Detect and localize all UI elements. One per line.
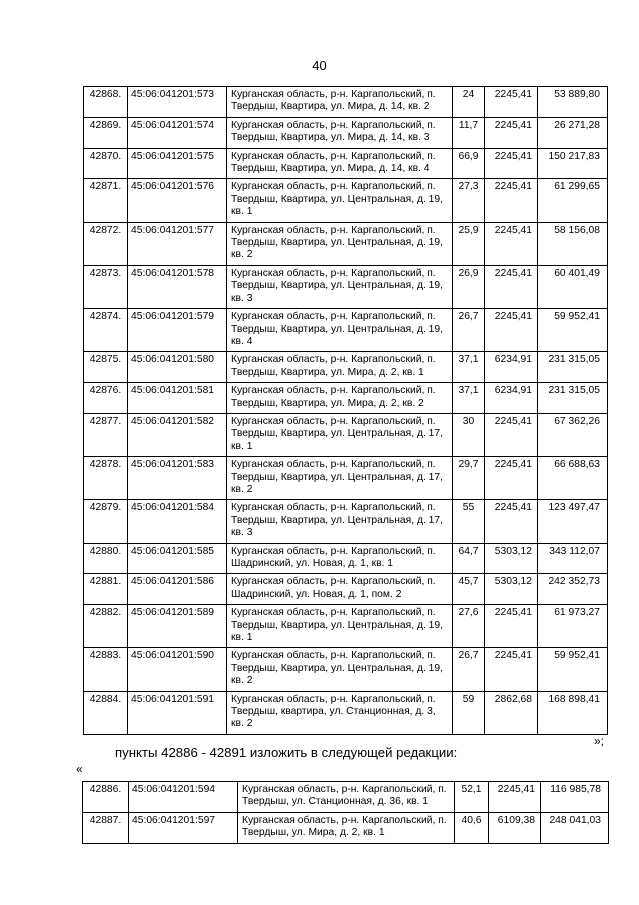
area-cell: 59 xyxy=(453,691,485,734)
table-row xyxy=(84,574,608,605)
row-number-cell: 42886. xyxy=(83,782,129,813)
area-cell: 26,7 xyxy=(453,309,485,352)
row-number-cell: 42881. xyxy=(84,574,128,605)
address-cell: Курганская область, р-н. Каргапольский, п. Твердыш, Квартира, ул. Центральная, д. 17, кв. 3 xyxy=(227,500,453,543)
area-cell: 26,9 xyxy=(453,265,485,308)
table-row xyxy=(84,222,608,265)
cadastral-value-cell: 61 973,27 xyxy=(538,605,608,648)
amended-property-table xyxy=(82,781,609,844)
table-row xyxy=(84,413,608,456)
unit-price-cell: 2245,41 xyxy=(485,457,538,500)
unit-price-cell: 6234,91 xyxy=(485,383,538,414)
row-number-cell: 42878. xyxy=(84,457,128,500)
unit-price-cell: 2245,41 xyxy=(485,500,538,543)
cadastral-value-cell: 53 889,80 xyxy=(538,87,608,118)
table-row xyxy=(84,352,608,383)
row-number-cell: 42870. xyxy=(84,148,128,179)
unit-price-cell: 6234,91 xyxy=(485,352,538,383)
cadastral-value-cell: 248 041,03 xyxy=(541,812,609,843)
table-row xyxy=(84,148,608,179)
table-row xyxy=(84,265,608,308)
address-cell: Курганская область, р-н. Каргапольский, п. Шадринский, ул. Новая, д. 1, пом. 2 xyxy=(227,574,453,605)
cadastral-number-cell: 45:06:041201:582 xyxy=(128,413,227,456)
cadastral-number-cell: 45:06:041201:581 xyxy=(128,383,227,414)
cadastral-value-cell: 242 352,73 xyxy=(538,574,608,605)
cadastral-number-cell: 45:06:041201:589 xyxy=(128,605,227,648)
table-row xyxy=(83,782,609,813)
cadastral-value-cell: 26 271,28 xyxy=(538,117,608,148)
address-cell: Курганская область, р-н. Каргапольский, п. Твердыш, Квартира, ул. Центральная, д. 19, кв. 1 xyxy=(227,179,453,222)
area-cell: 66,9 xyxy=(453,148,485,179)
cadastral-number-cell: 45:06:041201:591 xyxy=(128,691,227,734)
address-cell: Курганская область, р-н. Каргапольский, п. Твердыш, Квартира, ул. Центральная, д. 19, кв. 3 xyxy=(227,265,453,308)
cadastral-value-cell: 231 315,05 xyxy=(538,383,608,414)
table-row xyxy=(84,691,608,734)
unit-price-cell: 2245,41 xyxy=(485,265,538,308)
table-row xyxy=(84,179,608,222)
unit-price-cell: 2245,41 xyxy=(485,87,538,118)
cadastral-value-cell: 123 497,47 xyxy=(538,500,608,543)
cadastral-number-cell: 45:06:041201:574 xyxy=(128,117,227,148)
page-number: 40 xyxy=(312,58,327,73)
area-cell: 55 xyxy=(453,500,485,543)
closing-quote: »; xyxy=(594,734,605,748)
address-cell: Курганская область, р-н. Каргапольский, п. Твердыш, Квартира, ул. Мира, д. 14, кв. 3 xyxy=(227,117,453,148)
unit-price-cell: 2245,41 xyxy=(485,117,538,148)
unit-price-cell: 2862,68 xyxy=(485,691,538,734)
cadastral-value-cell: 67 362,26 xyxy=(538,413,608,456)
address-cell: Курганская область, р-н. Каргапольский, п. Шадринский, ул. Новая, д. 1, кв. 1 xyxy=(227,543,453,574)
row-number-cell: 42871. xyxy=(84,179,128,222)
cadastral-value-cell: 60 401,49 xyxy=(538,265,608,308)
address-cell: Курганская область, р-н. Каргапольский, п. Твердыш, ул. Мира, д. 2, кв. 1 xyxy=(238,812,455,843)
cadastral-number-cell: 45:06:041201:575 xyxy=(128,148,227,179)
row-number-cell: 42869. xyxy=(84,117,128,148)
address-cell: Курганская область, р-н. Каргапольский, п. Твердыш, Квартира, ул. Центральная, д. 19, кв. 4 xyxy=(227,309,453,352)
table-row xyxy=(83,812,609,843)
cadastral-number-cell: 45:06:041201:590 xyxy=(128,648,227,691)
address-cell: Курганская область, р-н. Каргапольский, п. Твердыш, Квартира, ул. Центральная, д. 17, кв. 1 xyxy=(227,413,453,456)
address-cell: Курганская область, р-н. Каргапольский, п. Твердыш, Квартира, ул. Мира, д. 2, кв. 1 xyxy=(227,352,453,383)
area-cell: 26,7 xyxy=(453,648,485,691)
area-cell: 27,3 xyxy=(453,179,485,222)
unit-price-cell: 2245,41 xyxy=(485,413,538,456)
area-cell: 24 xyxy=(453,87,485,118)
unit-price-cell: 2245,41 xyxy=(485,222,538,265)
property-table xyxy=(83,86,608,735)
row-number-cell: 42880. xyxy=(84,543,128,574)
cadastral-number-cell: 45:06:041201:586 xyxy=(128,574,227,605)
table-row xyxy=(84,605,608,648)
cadastral-number-cell: 45:06:041201:580 xyxy=(128,352,227,383)
address-cell: Курганская область, р-н. Каргапольский, п. Твердыш, Квартира, ул. Центральная, д. 19, кв. 2 xyxy=(227,222,453,265)
cadastral-value-cell: 343 112,07 xyxy=(538,543,608,574)
area-cell: 37,1 xyxy=(453,383,485,414)
amendment-instruction: пункты 42886 - 42891 изложить в следующей редакции: xyxy=(115,745,458,760)
cadastral-number-cell: 45:06:041201:594 xyxy=(129,782,238,813)
row-number-cell: 42876. xyxy=(84,383,128,414)
cadastral-number-cell: 45:06:041201:578 xyxy=(128,265,227,308)
cadastral-value-cell: 168 898,41 xyxy=(538,691,608,734)
address-cell: Курганская область, р-н. Каргапольский, п. Твердыш, Квартира, ул. Центральная, д. 19, кв. 2 xyxy=(227,648,453,691)
cadastral-value-cell: 116 985,78 xyxy=(541,782,609,813)
cadastral-number-cell: 45:06:041201:585 xyxy=(128,543,227,574)
cadastral-value-cell: 58 156,08 xyxy=(538,222,608,265)
unit-price-cell: 2245,41 xyxy=(489,782,541,813)
area-cell: 37,1 xyxy=(453,352,485,383)
row-number-cell: 42884. xyxy=(84,691,128,734)
area-cell: 45,7 xyxy=(453,574,485,605)
cadastral-value-cell: 66 688,63 xyxy=(538,457,608,500)
opening-quote: « xyxy=(76,762,83,776)
unit-price-cell: 6109,38 xyxy=(489,812,541,843)
row-number-cell: 42873. xyxy=(84,265,128,308)
cadastral-number-cell: 45:06:041201:584 xyxy=(128,500,227,543)
unit-price-cell: 2245,41 xyxy=(485,648,538,691)
row-number-cell: 42874. xyxy=(84,309,128,352)
area-cell: 52,1 xyxy=(455,782,489,813)
unit-price-cell: 2245,41 xyxy=(485,179,538,222)
row-number-cell: 42882. xyxy=(84,605,128,648)
cadastral-number-cell: 45:06:041201:583 xyxy=(128,457,227,500)
row-number-cell: 42868. xyxy=(84,87,128,118)
address-cell: Курганская область, р-н. Каргапольский, п. Твердыш, Квартира, ул. Мира, д. 2, кв. 2 xyxy=(227,383,453,414)
table-row xyxy=(84,117,608,148)
row-number-cell: 42887. xyxy=(83,812,129,843)
table-row xyxy=(84,87,608,118)
row-number-cell: 42877. xyxy=(84,413,128,456)
row-number-cell: 42883. xyxy=(84,648,128,691)
unit-price-cell: 5303,12 xyxy=(485,574,538,605)
cadastral-value-cell: 61 299,65 xyxy=(538,179,608,222)
cadastral-number-cell: 45:06:041201:573 xyxy=(128,87,227,118)
table-row xyxy=(84,500,608,543)
cadastral-number-cell: 45:06:041201:577 xyxy=(128,222,227,265)
table-row xyxy=(84,648,608,691)
cadastral-value-cell: 231 315,05 xyxy=(538,352,608,383)
area-cell: 40,6 xyxy=(455,812,489,843)
address-cell: Курганская область, р-н. Каргапольский, п. Твердыш, квартира, ул. Станционная, д. 3, кв. 2 xyxy=(227,691,453,734)
table-row xyxy=(84,543,608,574)
table-row xyxy=(84,309,608,352)
area-cell: 29,7 xyxy=(453,457,485,500)
address-cell: Курганская область, р-н. Каргапольский, п. Твердыш, Квартира, ул. Центральная, д. 19, кв. 1 xyxy=(227,605,453,648)
row-number-cell: 42872. xyxy=(84,222,128,265)
unit-price-cell: 2245,41 xyxy=(485,605,538,648)
unit-price-cell: 2245,41 xyxy=(485,309,538,352)
cadastral-number-cell: 45:06:041201:576 xyxy=(128,179,227,222)
area-cell: 64,7 xyxy=(453,543,485,574)
area-cell: 30 xyxy=(453,413,485,456)
unit-price-cell: 5303,12 xyxy=(485,543,538,574)
area-cell: 25,9 xyxy=(453,222,485,265)
cadastral-number-cell: 45:06:041201:579 xyxy=(128,309,227,352)
area-cell: 27,6 xyxy=(453,605,485,648)
table-row xyxy=(84,383,608,414)
unit-price-cell: 2245,41 xyxy=(485,148,538,179)
address-cell: Курганская область, р-н. Каргапольский, п. Твердыш, ул. Станционная, д. 36, кв. 1 xyxy=(238,782,455,813)
row-number-cell: 42875. xyxy=(84,352,128,383)
table-row xyxy=(84,457,608,500)
cadastral-value-cell: 59 952,41 xyxy=(538,648,608,691)
area-cell: 11,7 xyxy=(453,117,485,148)
cadastral-number-cell: 45:06:041201:597 xyxy=(129,812,238,843)
address-cell: Курганская область, р-н. Каргапольский, п. Твердыш, Квартира, ул. Мира, д. 14, кв. 2 xyxy=(227,87,453,118)
row-number-cell: 42879. xyxy=(84,500,128,543)
address-cell: Курганская область, р-н. Каргапольский, п. Твердыш, Квартира, ул. Мира, д. 14, кв. 4 xyxy=(227,148,453,179)
address-cell: Курганская область, р-н. Каргапольский, п. Твердыш, Квартира, ул. Центральная, д. 17, кв. 2 xyxy=(227,457,453,500)
cadastral-value-cell: 150 217,83 xyxy=(538,148,608,179)
cadastral-value-cell: 59 952,41 xyxy=(538,309,608,352)
